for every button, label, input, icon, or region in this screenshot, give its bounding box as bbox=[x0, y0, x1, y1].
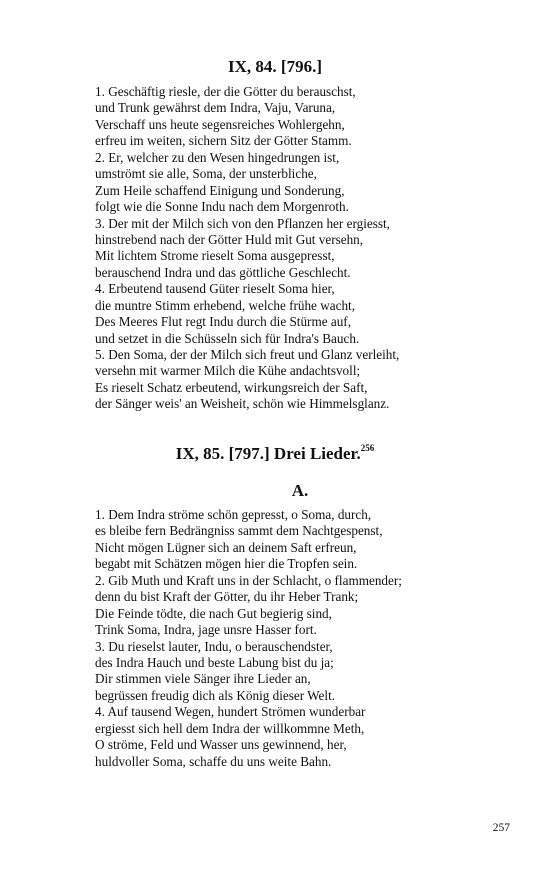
verse-line: Verschaff uns heute segensreiches Wohlergehn, bbox=[95, 116, 345, 132]
verse-line: 3. Der mit der Milch sich von den Pflanzen her ergiesst, bbox=[95, 215, 390, 231]
verse-line: der Sänger weis' an Weisheit, schön wie Himmelsglanz. bbox=[95, 396, 390, 412]
verse-line: denn du bist Kraft der Götter, du ihr Heber Trank; bbox=[95, 589, 359, 605]
song-subheading-a bbox=[0, 481, 550, 501]
hymn-heading-text: IX, 85. [797.] Drei Lieder. bbox=[175, 444, 361, 463]
verse-line: versehn mit warmer Milch die Kühe andachtsvoll; bbox=[95, 363, 361, 379]
verse-line: 3. Du rieselst lauter, Indu, o berauschendster, bbox=[95, 638, 333, 654]
verse-line: folgt wie die Sonne Indu nach dem Morgenroth. bbox=[95, 199, 349, 215]
verse-line: Es rieselt Schatz erbeutend, wirkungsreich der Saft, bbox=[95, 379, 368, 395]
verse-line: 2. Er, welcher zu den Wesen hingedrungen ist, bbox=[95, 149, 340, 165]
verse-line: ergiesst sich hell dem Indra der willkommne Meth, bbox=[95, 720, 365, 736]
hymn-heading-ix-85 bbox=[0, 444, 550, 464]
footnote-reference: 256 bbox=[360, 443, 375, 453]
verse-line: Die Feinde tödte, die nach Gut begierig sind, bbox=[95, 605, 332, 621]
verse-line: 4. Erbeutend tausend Güter rieselt Soma hier, bbox=[95, 281, 335, 297]
hymn-text-ix-84 bbox=[95, 84, 495, 413]
verse-line: umströmt sie alle, Soma, der unsterbliche, bbox=[95, 166, 317, 182]
verse-line: begrüssen freudig dich als König dieser Welt. bbox=[95, 687, 336, 703]
verse-line: erfreu im weiten, sichern Sitz der Götter Stamm. bbox=[95, 133, 352, 149]
verse-line: 5. Den Soma, der der Milch sich freut und Glanz verleiht, bbox=[95, 347, 400, 362]
verse-line: 1. Dem Indra ströme schön gepresst, o Soma, durch, bbox=[95, 507, 372, 522]
verse-line: 4. Auf tausend Wegen, hundert Strömen wunderbar bbox=[95, 704, 366, 720]
verse-line: hinstrebend nach der Götter Huld mit Gut versehn, bbox=[95, 231, 364, 247]
verse-line: es bleibe fern Bedrängniss sammt dem Nachtgespenst, bbox=[95, 523, 383, 539]
verse-line: Mit lichtem Strome rieselt Soma ausgepresst, bbox=[95, 248, 335, 264]
verse-line: Des Meeres Flut regt Indu durch die Stürme auf, bbox=[95, 314, 351, 330]
verse-line: Zum Heile schaffend Einigung und Sonderung, bbox=[95, 182, 345, 198]
verse-line: und setzet in die Schüsseln sich für Indra's Bauch. bbox=[95, 330, 360, 346]
verse-line: begabt mit Schätzen mögen hier die Tropfen sein. bbox=[95, 556, 358, 572]
verse-line: und Trunk gewährst dem Indra, Vaju, Varuna, bbox=[95, 100, 336, 116]
verse-line: die muntre Stimm erhebend, welche frühe wacht, bbox=[95, 297, 355, 313]
verse-line: Nicht mögen Lügner sich an deinem Saft erfreun, bbox=[95, 539, 357, 555]
verse-line: O ströme, Feld und Wasser uns gewinnend, her, bbox=[95, 737, 347, 753]
hymn-text-ix-85-a bbox=[95, 507, 495, 770]
verse-line: 2. Gib Muth und Kraft uns in der Schlacht, o flammender; bbox=[95, 572, 402, 588]
verse-line: des Indra Hauch und beste Labung bist du ja; bbox=[95, 654, 334, 670]
verse-line: 1. Geschäftig riesle, der die Götter du berauschst, bbox=[95, 84, 356, 99]
hymn-heading-text: IX, 84. [796.] bbox=[228, 57, 322, 76]
verse-line: Trink Soma, Indra, jage unsre Hasser fort. bbox=[95, 622, 317, 638]
verse-line: huldvoller Soma, schaffe du uns weite Bahn. bbox=[95, 753, 332, 769]
hymn-heading-ix-84 bbox=[0, 57, 550, 77]
verse-line: Dir stimmen viele Sänger ihre Lieder an, bbox=[95, 671, 311, 687]
song-subheading-text: A. bbox=[291, 481, 309, 500]
page-number: 257 bbox=[492, 822, 510, 834]
verse-line: berauschend Indra und das göttliche Geschlecht. bbox=[95, 264, 351, 280]
